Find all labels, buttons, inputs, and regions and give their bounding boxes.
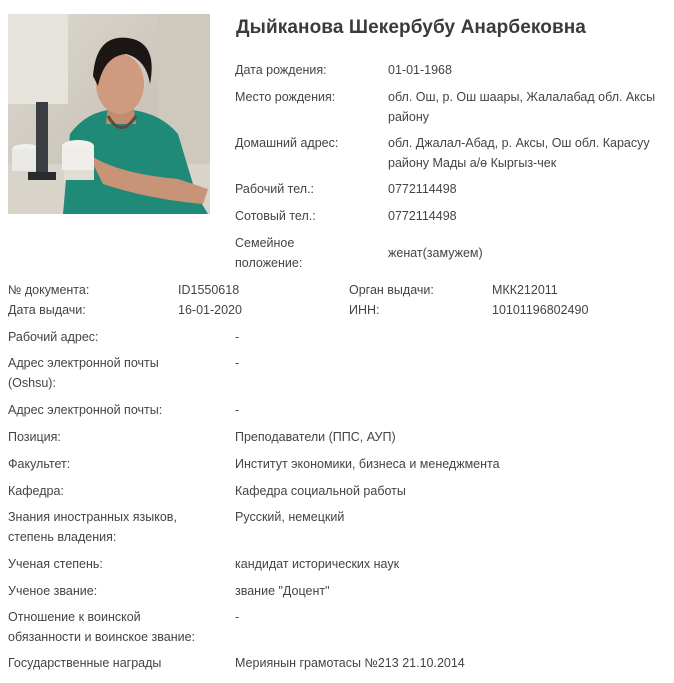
mobile-phone-value: 0772114498 [388,209,457,223]
birthplace-label: Место рождения: [235,90,336,104]
department-value: Кафедра социальной работы [235,484,406,498]
home-address-label: Домашний адрес: [235,136,339,150]
department-label: Кафедра: [8,484,64,498]
work-phone-label: Рабочий тел.: [235,182,315,196]
work-address-label: Рабочий адрес: [8,330,99,344]
academic-degree-label: Ученая степень: [8,557,103,571]
issue-date-label: Дата выдачи: [8,303,86,317]
languages-label: Знания иностранных языков, степень владения: [8,510,177,544]
birthplace-value: обл. Ош, р. Ош шаары, Жалалабад обл. Аксы району [388,90,656,124]
academic-degree-value: кандидат исторических наук [235,557,400,571]
academic-title-value: звание "Доцент" [235,584,330,598]
military-value: - [235,610,240,624]
profile-name: Дыйканова Шекербубу Анарбековна [236,17,586,38]
email-value: - [235,403,240,417]
issuer-label: Орган выдачи: [349,283,434,297]
issue-date-value: 16-01-2020 [178,303,242,317]
position-label: Позиция: [8,430,61,444]
document-number-value: ID1550618 [178,283,240,297]
profile-photo [8,14,210,214]
work-address-value: - [235,330,240,344]
inn-value: 10101196802490 [492,303,589,317]
inn-label: ИНН: [349,303,380,317]
birth-date-label: Дата рождения: [235,63,327,77]
academic-title-label: Ученое звание: [8,584,98,598]
faculty-label: Факультет: [8,457,71,471]
languages-value: Русский, немецкий [235,510,345,524]
email-oshsu-value: - [235,356,240,370]
email-label: Адрес электронной почты: [8,403,163,417]
faculty-value: Институт экономики, бизнеса и менеджмента [235,457,500,471]
mobile-phone-label: Сотовый тел.: [235,209,316,223]
home-address-value: обл. Джалал-Абад, р. Аксы, Ош обл. Карасуу району Мады а/ө Кыргыз-чек [388,136,650,170]
military-label: Отношение к воинской обязанности и воинское звание: [8,610,195,644]
document-number-label: № документа: [8,283,90,297]
marital-status-value: женат(замужем) [388,246,483,260]
birth-date-value: 01-01-1968 [388,63,452,77]
marital-status-label: Семейное положение: [235,236,303,270]
email-oshsu-label: Адрес электронной почты (Oshsu): [8,356,159,390]
position-value: Преподаватели (ППС, АУП) [235,430,396,444]
state-awards-value: Мериянын грамотасы №213 21.10.2014 [235,656,465,670]
state-awards-label: Государственные награды [8,656,162,670]
issuer-value: МКК212011 [492,283,558,297]
work-phone-value: 0772114498 [388,182,457,196]
